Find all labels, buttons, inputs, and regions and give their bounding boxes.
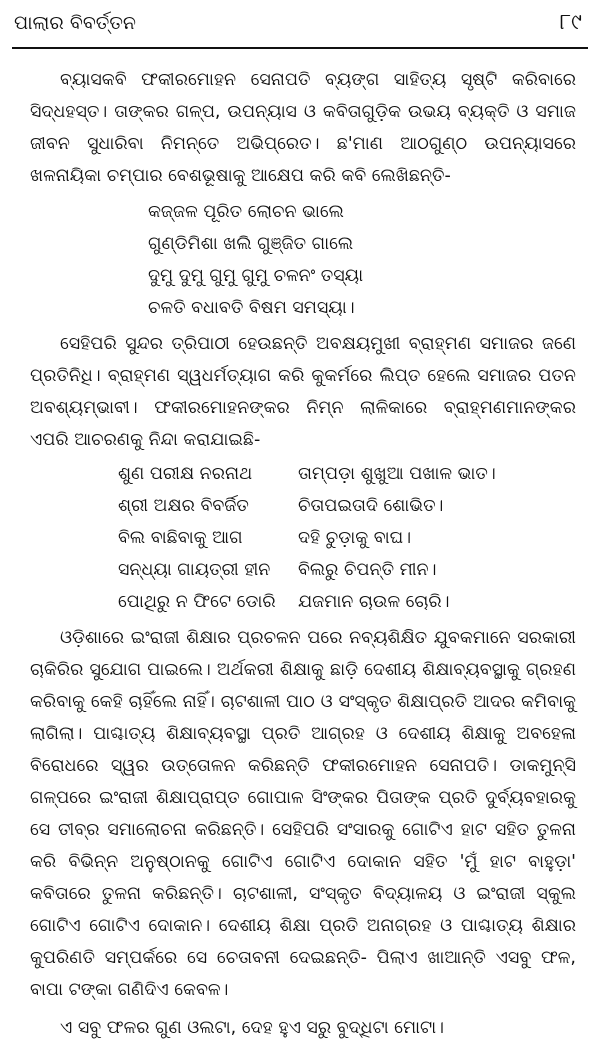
- couplet-row: [118, 554, 576, 586]
- verse-line: ଦୁମୁ ଦୁମୁ ଗୁମୁ ଗୁମୁ ଚଳନଂ ତସ୍ୟା: [148, 266, 364, 286]
- closing-verse: ଏ ସବୁ ଫଳର ଗୁଣ ଓଲଟା, ଦେହ ହୁଏ ସରୁ ବୁଦ୍ଧିଟା ମୋଟା।: [60, 1018, 445, 1038]
- verse-line: ଗୁଣ୍ଡିମିଶା ଖଲି ଗୁଞ୍ଜିତ ଗାଲେ: [148, 234, 354, 254]
- couplet-left: ବିଲ ବାଛିବାକୁ ଆଗ: [118, 528, 243, 548]
- couplet-right: ତାମ୍ପଡ଼ା ଶୁଖୁଆ ପଖାଳ ଭାତ।: [298, 464, 496, 484]
- couplet-right: ଦହି ଚୁଡ଼ାକୁ ବାଘ।: [298, 528, 412, 548]
- page-number: ୮୯: [559, 10, 582, 35]
- couplet-right: ଯଜମାନ ଚାଉଳ ଚୋରି।: [298, 592, 450, 612]
- couplet-row: [118, 458, 576, 490]
- couplet-right: ବିଲରୁ ଚିପନ୍ତି ମୀନ।: [298, 560, 437, 580]
- page-body: [30, 64, 576, 1044]
- paragraph-1: ବ୍ୟାସକବି ଫକୀରମୋହନ ସେନାପତି ବ୍ୟଙ୍ଗ ସାହିତ୍ୟ ସୃଷ୍ଟି କରିବାରେ ସିଦ୍ଧହସ୍ତ। ତାଙ୍କର ଗଳ୍ପ, ଉପନ୍ୟାସ ଓ କବିତାଗୁଡ଼ିକ ଉଭୟ ବ୍ୟକ୍ତି ଓ ସମାଜ ଜୀବନ ସୁଧାରିବା ନିମନ୍ତେ ଅଭିପ୍ରେତ। ଛ'ମାଣ ଆଠଗୁଣ୍ଠ ଉପନ୍ୟାସରେ ଖଳନାୟିକା ଚମ୍ପାର ବେଶଭୂଷାକୁ ଆକ୍ଷେପ କରି କବି ଲେଖିଛନ୍ତି-: [30, 70, 576, 186]
- couplet-right: ଚିତାପଇତାଦି ଶୋଭିତ।: [298, 496, 444, 516]
- verse-block: [148, 196, 576, 324]
- couplet-left: ଶୁଣ ପରୀକ୍ଷ ନରନାଥ: [118, 464, 253, 484]
- paragraph-3: ଓଡ଼ିଶାରେ ଇଂରାଜୀ ଶିକ୍ଷାର ପ୍ରଚଳନ ପରେ ନବ୍ୟଶିକ୍ଷିତ ଯୁବକମାନେ ସରକାରୀ ଚାକିରିର ସୁଯୋଗ ପାଇଲେ। ଅର୍ଥକରୀ ଶିକ୍ଷାକୁ ଛାଡ଼ି ଦେଶୀୟ ଶିକ୍ଷାବ୍ୟବସ୍ଥାକୁ ଗ୍ରହଣ କରିବାକୁ କେହି ଚାହିଁଲେ ନାହିଁ। ଚାଟଶାଳୀ ପାଠ ଓ ସଂସ୍କୃତ ଶିକ୍ଷାପ୍ରତି ଆଦର କମିବାକୁ ଲାଗିଲା। ପାଶ୍ଚାତ୍ୟ ଶିକ୍ଷାବ୍ୟବସ୍ଥା ପ୍ରତି ଆଗ୍ରହ ଓ ଦେଶୀୟ ଶିକ୍ଷାକୁ ଅବହେଳା ବିରୋଧରେ ସ୍ୱର ଉତ୍ତୋଳନ କରିଛନ୍ତି ଫକୀରମୋହନ ସେନାପତି। ଡାକମୁନ୍ସି ଗଳ୍ପରେ ଇଂରାଜୀ ଶିକ୍ଷାପ୍ରାପ୍ତ ଗୋପାଳ ସିଂଙ୍କର ପିତାଙ୍କ ପ୍ରତି ଦୁର୍ବ୍ୟବହାରକୁ ସେ ତୀବ୍ର ସମାଲୋଚନା କରିଛନ୍ତି। ସେହିପରି ସଂସାରକୁ ଗୋଟିଏ ହାଟ ସହିତ ତୁଳନା କରି ବିଭିନ୍ନ ଅନୁଷ୍ଠାନକୁ ଗୋଟିଏ ଗୋଟିଏ ଦୋକାନ ସହିତ 'ମୁଁ ହାଟ ବାହୁଡ଼ା' କବିତାରେ ତୁଳନା କରିଛନ୍ତି। ଚାଟଶାଳୀ, ସଂସ୍କୃତ ବିଦ୍ୟାଳୟ ଓ ଇଂରାଜୀ ସ୍କୁଲ ଗୋଟିଏ ଗୋଟିଏ ଦୋକାନ। ଦେଶୀୟ ଶିକ୍ଷା ପ୍ରତି ଅନାଗ୍ରହ ଓ ପାଶ୍ଚାତ୍ୟ ଶିକ୍ଷାର କୁପରିଣତି ସମ୍ପର୍କରେ ସେ ଚେତାବନୀ ଦେଇଛନ୍ତି- ପିଲାଏ ଖାଆନ୍ତି ଏସବୁ ଫଳ, ବାପା ଟଙ୍କା ଗଣିଦିଏ କେବଳ।: [30, 628, 576, 1000]
- couplet-row: [118, 490, 576, 522]
- verse-line: କଜ୍ଜଳ ପୂରିତ ଲୋଚନ ଭାଲେ: [148, 202, 344, 222]
- verse-line: ଚଳତି ବଧାବତି ବିଷମ ସମସ୍ୟା।: [148, 298, 355, 318]
- running-title: ପାଲାର ବିବର୍ତ୍ତନ: [14, 12, 136, 34]
- paragraph-2: ସେହିପରି ସୁନ୍ଦର ତ୍ରିପାଠୀ ହେଉଛନ୍ତି ଅବକ୍ଷୟମୁଖୀ ବ୍ରାହ୍ମଣ ସମାଜର ଜଣେ ପ୍ରତିନିଧି। ବ୍ରାହ୍ମଣ ସ୍ୱଧର୍ମତ୍ୟାଗ କରି କୁକର୍ମରେ ଲିପ୍ତ ହେଲେ ସମାଜର ପତନ ଅବଶ୍ୟମ୍ଭାବୀ। ଫକୀରମୋହନଙ୍କର ନିମ୍ନ ଲାଳିକାରେ ବ୍ରାହ୍ମଣମାନଙ୍କର ଏପରି ଆଚରଣକୁ ନିନ୍ଦା କରାଯାଇଛି-: [30, 334, 576, 450]
- page-header: [14, 10, 586, 44]
- couplet-left: ଶ୍ରୀ ଅକ୍ଷର ବିବର୍ଜିତ: [118, 496, 249, 516]
- couplet-left: ପୋଥିରୁ ନ ଫିଟେ ଡୋରି: [118, 592, 276, 612]
- couplet-block: [118, 458, 576, 618]
- couplet-row: [118, 522, 576, 554]
- header-divider: [12, 47, 588, 49]
- couplet-row: [118, 586, 576, 618]
- couplet-left: ସନ୍ଧ୍ୟା ଗାୟତ୍ରୀ ହୀନ: [118, 560, 271, 580]
